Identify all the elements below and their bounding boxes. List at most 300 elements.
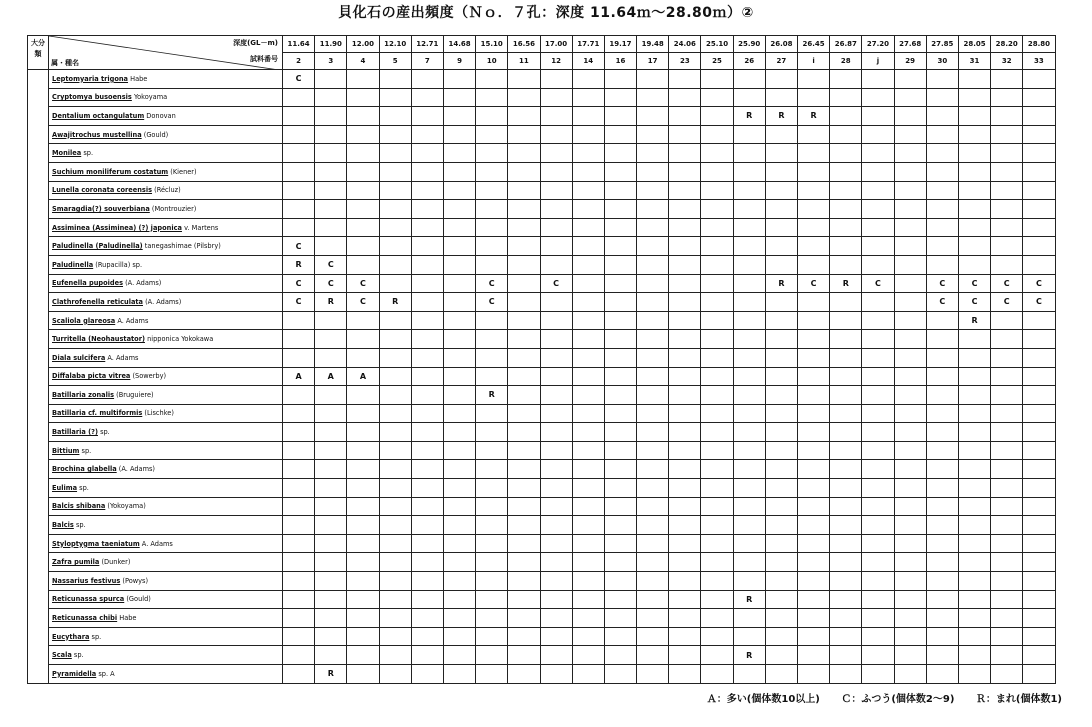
frequency-cell xyxy=(701,181,733,200)
frequency-cell xyxy=(733,348,765,367)
frequency-cell xyxy=(283,423,315,442)
frequency-cell xyxy=(604,144,636,163)
frequency-cell xyxy=(733,330,765,349)
taxon-name xyxy=(49,386,283,405)
frequency-cell xyxy=(347,627,379,646)
taxon-author: sp. xyxy=(79,446,92,455)
frequency-cell xyxy=(443,274,475,293)
frequency-cell: A xyxy=(347,367,379,386)
frequency-cell xyxy=(476,125,508,144)
table-row xyxy=(28,218,1056,237)
frequency-cell xyxy=(572,441,604,460)
frequency-cell xyxy=(669,534,701,553)
frequency-cell xyxy=(572,609,604,628)
frequency-cell xyxy=(540,293,572,312)
frequency-cell xyxy=(894,330,926,349)
frequency-cell xyxy=(733,516,765,535)
frequency-cell xyxy=(1023,107,1055,126)
frequency-cell xyxy=(572,181,604,200)
frequency-cell xyxy=(733,627,765,646)
frequency-cell xyxy=(347,70,379,89)
frequency-cell xyxy=(894,497,926,516)
sample-number-header: 2 xyxy=(283,53,315,70)
depth-header: 25.90 xyxy=(733,36,765,53)
frequency-cell xyxy=(765,497,797,516)
frequency-cell xyxy=(540,107,572,126)
frequency-cell xyxy=(637,70,669,89)
frequency-cell xyxy=(958,367,990,386)
taxon-name xyxy=(49,609,283,628)
taxon-author: (Dunker) xyxy=(99,558,131,567)
frequency-cell xyxy=(508,423,540,442)
frequency-cell xyxy=(669,330,701,349)
frequency-cell xyxy=(604,441,636,460)
frequency-cell xyxy=(604,311,636,330)
frequency-cell xyxy=(701,497,733,516)
genus-species: Turritella (Neohaustator) xyxy=(52,335,145,344)
frequency-cell xyxy=(991,516,1023,535)
table-row xyxy=(28,386,1056,405)
frequency-cell xyxy=(411,479,443,498)
frequency-cell xyxy=(379,665,411,684)
frequency-cell xyxy=(798,144,830,163)
frequency-cell xyxy=(669,255,701,274)
frequency-cell xyxy=(733,218,765,237)
frequency-cell xyxy=(379,441,411,460)
frequency-cell xyxy=(733,274,765,293)
frequency-cell xyxy=(1023,311,1055,330)
frequency-cell xyxy=(508,144,540,163)
taxon-name xyxy=(49,367,283,386)
frequency-cell xyxy=(347,237,379,256)
frequency-cell xyxy=(669,144,701,163)
frequency-cell xyxy=(572,590,604,609)
frequency-cell xyxy=(476,70,508,89)
frequency-cell xyxy=(540,386,572,405)
frequency-cell xyxy=(443,497,475,516)
sample-number-header: 4 xyxy=(347,53,379,70)
frequency-cell xyxy=(701,125,733,144)
taxon-author: sp. xyxy=(71,651,84,660)
frequency-cell: C xyxy=(315,274,347,293)
frequency-cell: C xyxy=(283,237,315,256)
frequency-cell xyxy=(604,218,636,237)
frequency-cell xyxy=(991,218,1023,237)
frequency-cell xyxy=(669,348,701,367)
frequency-cell xyxy=(1023,404,1055,423)
frequency-cell: C xyxy=(283,293,315,312)
depth-header: 15.10 xyxy=(476,36,508,53)
frequency-cell xyxy=(958,218,990,237)
depth-header: 28.20 xyxy=(991,36,1023,53)
frequency-cell xyxy=(411,534,443,553)
frequency-cell xyxy=(637,534,669,553)
frequency-cell xyxy=(572,497,604,516)
frequency-cell xyxy=(572,386,604,405)
frequency-cell xyxy=(476,534,508,553)
frequency-cell xyxy=(379,609,411,628)
table-row xyxy=(28,330,1056,349)
frequency-cell xyxy=(701,255,733,274)
frequency-cell xyxy=(958,107,990,126)
frequency-cell xyxy=(733,534,765,553)
frequency-cell xyxy=(765,88,797,107)
taxon-name xyxy=(49,200,283,219)
frequency-cell xyxy=(991,627,1023,646)
frequency-cell xyxy=(572,311,604,330)
frequency-cell xyxy=(830,572,862,591)
frequency-cell xyxy=(862,218,894,237)
frequency-cell xyxy=(508,479,540,498)
frequency-cell xyxy=(701,441,733,460)
frequency-cell: R xyxy=(733,646,765,665)
frequency-cell xyxy=(862,441,894,460)
frequency-cell xyxy=(283,553,315,572)
taxon-name xyxy=(49,627,283,646)
frequency-cell xyxy=(926,181,958,200)
genus-species: Clathrofenella reticulata xyxy=(52,297,143,306)
frequency-cell xyxy=(637,237,669,256)
frequency-cell xyxy=(958,516,990,535)
frequency-cell xyxy=(894,516,926,535)
sample-number-header: 3 xyxy=(315,53,347,70)
taxon-name xyxy=(49,218,283,237)
frequency-cell xyxy=(894,107,926,126)
genus-species: Paludinella xyxy=(52,260,94,269)
frequency-cell xyxy=(604,330,636,349)
frequency-cell xyxy=(283,88,315,107)
frequency-cell xyxy=(733,162,765,181)
frequency-cell xyxy=(733,125,765,144)
frequency-cell xyxy=(669,367,701,386)
frequency-cell xyxy=(347,144,379,163)
frequency-cell xyxy=(733,367,765,386)
frequency-cell xyxy=(604,516,636,535)
frequency-cell: R xyxy=(798,107,830,126)
frequency-cell xyxy=(347,107,379,126)
frequency-cell xyxy=(508,200,540,219)
genus-species: Monilea xyxy=(52,149,82,158)
frequency-cell xyxy=(701,274,733,293)
frequency-cell xyxy=(347,311,379,330)
frequency-cell xyxy=(701,311,733,330)
frequency-cell xyxy=(701,367,733,386)
frequency-cell xyxy=(283,627,315,646)
frequency-cell xyxy=(572,162,604,181)
table-row xyxy=(28,479,1056,498)
frequency-cell xyxy=(315,218,347,237)
frequency-cell xyxy=(862,553,894,572)
table-row xyxy=(28,200,1056,219)
depth-header: 27.68 xyxy=(894,36,926,53)
frequency-cell xyxy=(798,330,830,349)
frequency-cell: R xyxy=(315,665,347,684)
frequency-cell xyxy=(379,70,411,89)
frequency-cell xyxy=(862,255,894,274)
frequency-cell xyxy=(411,646,443,665)
frequency-cell xyxy=(862,572,894,591)
frequency-cell xyxy=(379,404,411,423)
frequency-cell xyxy=(411,627,443,646)
frequency-cell xyxy=(894,627,926,646)
table-row xyxy=(28,162,1056,181)
depth-header: 11.64 xyxy=(283,36,315,53)
table-row xyxy=(28,367,1056,386)
frequency-cell xyxy=(894,237,926,256)
table-row xyxy=(28,665,1056,684)
frequency-cell xyxy=(411,88,443,107)
frequency-cell xyxy=(315,348,347,367)
frequency-cell xyxy=(1023,237,1055,256)
frequency-cell xyxy=(1023,181,1055,200)
frequency-cell xyxy=(443,367,475,386)
frequency-cell xyxy=(862,497,894,516)
frequency-cell xyxy=(765,144,797,163)
frequency-cell xyxy=(669,553,701,572)
frequency-cell xyxy=(926,330,958,349)
frequency-cell xyxy=(894,200,926,219)
frequency-cell xyxy=(379,497,411,516)
frequency-cell: C xyxy=(798,274,830,293)
frequency-cell xyxy=(604,590,636,609)
sample-number-header: 33 xyxy=(1023,53,1055,70)
genus-species: Assiminea (Assiminea) (?) japonica xyxy=(52,223,182,232)
frequency-cell xyxy=(637,274,669,293)
taxon-author: (Powys) xyxy=(120,576,149,585)
frequency-cell xyxy=(862,348,894,367)
frequency-cell xyxy=(411,516,443,535)
frequency-cell xyxy=(862,162,894,181)
taxon-name xyxy=(49,479,283,498)
frequency-cell xyxy=(411,293,443,312)
frequency-cell xyxy=(669,293,701,312)
frequency-cell xyxy=(798,553,830,572)
frequency-cell xyxy=(637,572,669,591)
frequency-cell xyxy=(540,330,572,349)
frequency-cell xyxy=(669,181,701,200)
frequency-cell xyxy=(798,665,830,684)
taxon-author: (A. Adams) xyxy=(143,297,182,306)
frequency-cell xyxy=(283,441,315,460)
frequency-cell xyxy=(572,125,604,144)
genus-species: Diala sulcifera xyxy=(52,353,106,362)
frequency-cell xyxy=(347,218,379,237)
taxon-author: (Gould) xyxy=(141,130,169,139)
frequency-cell xyxy=(637,665,669,684)
frequency-cell xyxy=(637,181,669,200)
frequency-cell xyxy=(604,534,636,553)
frequency-cell xyxy=(508,553,540,572)
frequency-cell xyxy=(926,441,958,460)
frequency-cell xyxy=(379,162,411,181)
frequency-cell xyxy=(637,88,669,107)
frequency-cell xyxy=(926,70,958,89)
frequency-cell xyxy=(765,386,797,405)
frequency-cell xyxy=(733,70,765,89)
frequency-cell xyxy=(926,107,958,126)
frequency-cell xyxy=(315,441,347,460)
sample-number-header: 27 xyxy=(765,53,797,70)
taxon-author: (Récluz) xyxy=(152,186,181,195)
frequency-cell xyxy=(701,553,733,572)
frequency-cell xyxy=(347,441,379,460)
frequency-cell xyxy=(862,646,894,665)
frequency-cell xyxy=(604,181,636,200)
taxon-name xyxy=(49,311,283,330)
frequency-cell xyxy=(701,237,733,256)
frequency-cell xyxy=(347,646,379,665)
taxon-author: (Montrouzier) xyxy=(149,204,197,213)
frequency-cell: C xyxy=(991,274,1023,293)
frequency-cell xyxy=(701,107,733,126)
frequency-cell xyxy=(862,107,894,126)
frequency-cell: C xyxy=(1023,274,1055,293)
frequency-cell xyxy=(862,404,894,423)
frequency-cell xyxy=(411,497,443,516)
frequency-cell xyxy=(379,125,411,144)
frequency-cell xyxy=(830,367,862,386)
frequency-cell xyxy=(379,646,411,665)
frequency-cell xyxy=(347,534,379,553)
frequency-cell xyxy=(991,572,1023,591)
frequency-cell xyxy=(894,646,926,665)
taxon-author: (A. Adams) xyxy=(123,279,162,288)
frequency-cell xyxy=(926,311,958,330)
frequency-cell xyxy=(572,479,604,498)
frequency-cell xyxy=(765,479,797,498)
frequency-cell xyxy=(830,534,862,553)
frequency-cell xyxy=(508,646,540,665)
frequency-cell xyxy=(604,460,636,479)
frequency-cell xyxy=(604,348,636,367)
frequency-cell xyxy=(991,609,1023,628)
page-title: 貝化石の産出頻度（Ｎｏ．７孔：深度 11.64ｍ〜28.80ｍ）② xyxy=(338,5,754,21)
frequency-cell xyxy=(958,572,990,591)
frequency-cell xyxy=(701,293,733,312)
frequency-cell xyxy=(798,497,830,516)
frequency-cell xyxy=(508,534,540,553)
frequency-cell xyxy=(669,70,701,89)
frequency-cell xyxy=(572,218,604,237)
frequency-cell xyxy=(443,311,475,330)
frequency-cell xyxy=(572,348,604,367)
frequency-cell xyxy=(411,590,443,609)
genus-species: Eufenella pupoides xyxy=(52,279,124,288)
frequency-cell xyxy=(862,330,894,349)
frequency-cell xyxy=(701,404,733,423)
frequency-cell xyxy=(701,348,733,367)
frequency-cell: C xyxy=(862,274,894,293)
frequency-cell xyxy=(604,107,636,126)
depth-header: 16.56 xyxy=(508,36,540,53)
frequency-cell xyxy=(991,311,1023,330)
frequency-cell xyxy=(862,125,894,144)
frequency-cell xyxy=(765,516,797,535)
frequency-cell xyxy=(443,423,475,442)
frequency-cell xyxy=(894,572,926,591)
frequency-cell xyxy=(637,497,669,516)
sample-number-header: j xyxy=(862,53,894,70)
frequency-cell xyxy=(540,237,572,256)
frequency-cell xyxy=(315,311,347,330)
frequency-cell xyxy=(572,665,604,684)
frequency-cell xyxy=(1023,479,1055,498)
frequency-cell xyxy=(798,590,830,609)
frequency-cell xyxy=(411,404,443,423)
frequency-cell xyxy=(637,404,669,423)
depth-header: 11.90 xyxy=(315,36,347,53)
frequency-cell xyxy=(733,572,765,591)
sample-number-header: 12 xyxy=(540,53,572,70)
frequency-cell xyxy=(637,609,669,628)
sample-number-header: 16 xyxy=(604,53,636,70)
frequency-cell xyxy=(508,237,540,256)
genus-species: Dentalium octangulatum xyxy=(52,111,145,120)
frequency-cell: C xyxy=(1023,293,1055,312)
depth-header: 12.10 xyxy=(379,36,411,53)
frequency-cell xyxy=(669,590,701,609)
legend xyxy=(689,690,1062,705)
frequency-cell xyxy=(991,181,1023,200)
frequency-cell xyxy=(315,572,347,591)
frequency-cell: R xyxy=(379,293,411,312)
frequency-cell xyxy=(637,218,669,237)
frequency-cell xyxy=(830,404,862,423)
frequency-cell xyxy=(411,274,443,293)
frequency-cell xyxy=(443,460,475,479)
frequency-cell: C xyxy=(347,293,379,312)
frequency-cell xyxy=(830,237,862,256)
frequency-cell xyxy=(926,200,958,219)
frequency-cell xyxy=(476,646,508,665)
frequency-cell xyxy=(894,88,926,107)
frequency-cell xyxy=(991,255,1023,274)
frequency-cell xyxy=(701,330,733,349)
frequency-cell xyxy=(958,200,990,219)
frequency-cell xyxy=(379,367,411,386)
frequency-cell: R xyxy=(765,107,797,126)
frequency-cell xyxy=(991,200,1023,219)
genus-species: Paludinella (Paludinella) xyxy=(52,242,143,251)
frequency-cell xyxy=(733,88,765,107)
taxon-label: 属・種名 xyxy=(51,59,79,67)
frequency-cell xyxy=(572,516,604,535)
frequency-cell xyxy=(508,293,540,312)
frequency-cell xyxy=(958,441,990,460)
frequency-cell xyxy=(411,237,443,256)
taxon-name xyxy=(49,107,283,126)
frequency-cell xyxy=(733,181,765,200)
frequency-cell xyxy=(991,237,1023,256)
frequency-cell xyxy=(315,181,347,200)
frequency-cell xyxy=(347,460,379,479)
frequency-cell xyxy=(411,125,443,144)
frequency-cell xyxy=(669,386,701,405)
frequency-cell: C xyxy=(476,274,508,293)
frequency-cell xyxy=(572,534,604,553)
frequency-cell xyxy=(379,423,411,442)
frequency-cell xyxy=(862,386,894,405)
frequency-cell xyxy=(958,534,990,553)
frequency-cell xyxy=(894,441,926,460)
frequency-cell xyxy=(669,572,701,591)
frequency-cell xyxy=(991,162,1023,181)
frequency-cell xyxy=(604,274,636,293)
frequency-cell xyxy=(637,255,669,274)
frequency-cell xyxy=(991,107,1023,126)
frequency-cell xyxy=(476,553,508,572)
frequency-cell xyxy=(347,590,379,609)
